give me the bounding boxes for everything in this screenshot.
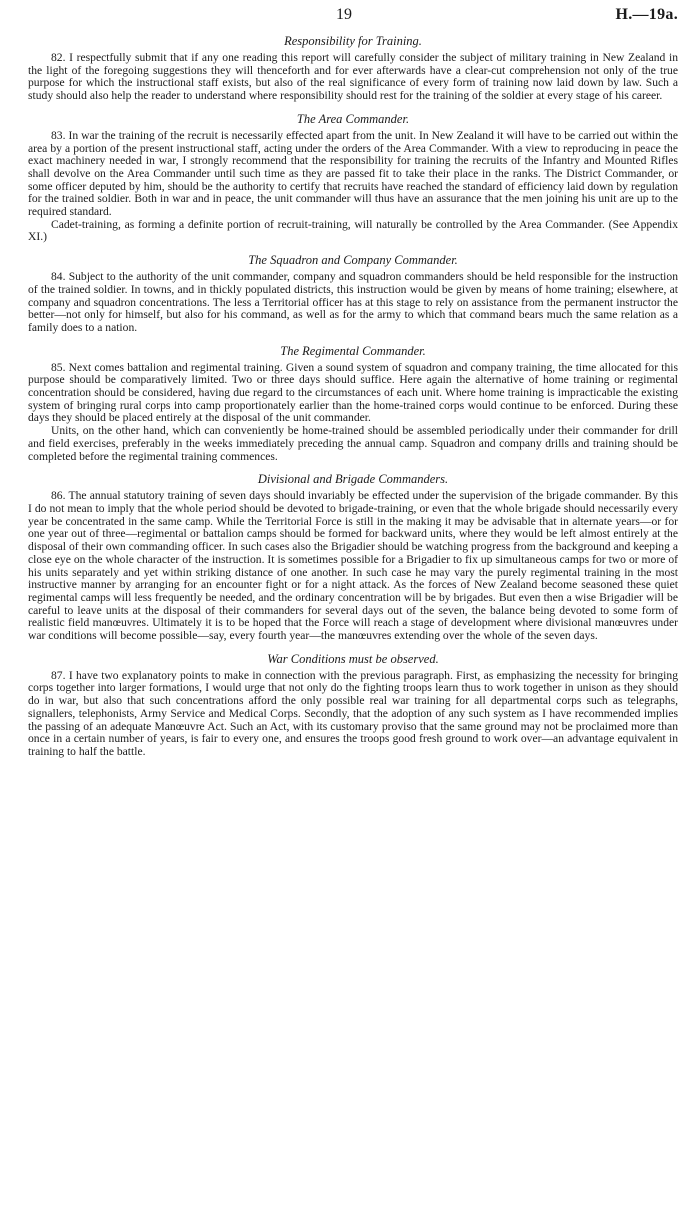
page-number: 19	[336, 6, 352, 23]
section-regimental	[28, 344, 678, 464]
paragraph-83: 83. In war the training of the recruit is necessarily effected apart from the unit. In New Zealand it will have to be carried out within the area by a portion of the present instructional staff, acting under the orders of the Area Commander. With a view to reproducing in peace the exact machinery needed in war, I strongly recommend that the responsibility for training the recruits of the Infantry and Mounted Rifles shall devolve on the Area Commander until such time as they are passed fit to take their place in the ranks. The District Commander, or some officer deputed by him, should be the authority to certify that recruits have reached the standard of efficiency laid down by regulation for the trained soldier. Both in war and in peace, the unit commander will thus have an assurance that the men joining his unit are up to the required standard.	[28, 128, 678, 219]
paragraph-87: 87. I have two explanatory points to make in connection with the previous paragraph. First, as emphasizing the necessity for bringing corps together into larger formations, I would urge that not only do the fighting troops learn thus to work together in unison as they should do in war, but also that such concentrations afford the only possible real war training for all departmental corps such as telegraphs, signallers, telephonists, Army Service and Medical Corps. Secondly, that the adoption of any such system as I have recommended implies the passing of an adequate Manœuvre Act. Such an Act, with its customary proviso that the same ground may not be proclaimed more than once in a certain number of years, is fair to every one, and ensures the troops good fresh ground to work over—an advantage equivalent in training to half the battle.	[28, 668, 678, 758]
section-heading: The Regimental Commander.	[280, 343, 426, 358]
document-reference: H.—19a.	[615, 6, 678, 23]
page-body	[28, 34, 678, 768]
section-heading: The Squadron and Company Commander.	[248, 253, 458, 268]
page-header	[0, 4, 700, 32]
paragraph-82: 82. I respectfully submit that if any one reading this report will carefully consider the subject of military training in New Zealand in the light of the foregoing suggestions they will thenceforth and for ever afterwards have a clear-cut comprehension not only of the true purpose for which the instructional staff exists, but also of the real significance of every form of training now laid down by law. Such a study should also help the reader to understand where responsibility should rest for the training of the soldier at every stage of his career.	[28, 51, 678, 103]
section-squadron-company	[28, 253, 678, 335]
section-heading: The Area Commander.	[296, 111, 410, 126]
section-war-conditions	[28, 652, 678, 759]
paragraph-cadet-training: Cadet-training, as forming a definite portion of recruit-training, will naturally be controlled by the Area Commander. (See Appendix XI.)	[28, 217, 678, 244]
section-heading: War Conditions must be observed.	[267, 651, 439, 666]
paragraph-85: 85. Next comes battalion and regimental training. Given a sound system of squadron and company training, the time allocated for this purpose should be comparatively limited. Two or three days should suffice. Here again the alternative of home training or regimental concentration should be considered, having due regard to the circumstances of each unit. Where home training is impracticable the existing system of bringing rural corps into camp proportionately earlier than the home-trained corps would continue to be enforced. During these days they should be placed entirely at the disposal of the unit commander.	[28, 360, 678, 425]
section-area-commander	[28, 112, 678, 244]
section-heading: Responsibility for Training.	[284, 34, 422, 48]
section-divisional-brigade	[28, 472, 678, 642]
paragraph-86: 86. The annual statutory training of seven days should invariably be effected under the supervision of the brigade commander. By this I do not mean to imply that the whole period should be devoted to brigade-training, or even that the whole brigade should necessarily every year be concentrated in the same camp. While the Territorial Force is still in the making it may be advisable that in alternate years—or for one year out of three—regimental or battalion camps should be formed for backward units, where they would be left almost entirely at the disposal of their own commanding officer. In such cases also the Brigadier should be watching progress from the background and keeping a close eye on the whole character of the instruction. It is sometimes possible for a Brigadier to fix up simultaneous camps for two or more of his units separately and yet within striking distance of one another. In such case he may vary the purely regimental training in the most instructive manner by arranging for an encounter fight or for a night attack. As the forces of New Zealand become seasoned these quiet regimental camps will less frequently be needed, and the ordinary concentration will be by brigades. But even then a wise Brigadier will be careful to leave units at the disposal of their commanders for several days out of the seven, the balance being devoted to some form of realistic field manœuvres. Ultimately it is to be hoped that the Force will reach a stage of development where divisional manœuvres under war conditions will become possible—say, every fourth year—the manœuvres extending over the whole of the seven days.	[28, 489, 678, 643]
paragraph-units: Units, on the other hand, which can conveniently be home-trained should be assembled periodically under their commander for drill and field exercises, preferably in the weeks immediately preceding the annual camp. Squadron and company drills and training should be completed before the regimental training commences.	[28, 424, 678, 463]
section-responsibility	[28, 34, 678, 103]
paragraph-84: 84. Subject to the authority of the unit commander, company and squadron commanders should be held responsible for the instruction of the trained soldier. In towns, and in thickly populated districts, this instruction would be given by means of home training; elsewhere, at company and squadron concentrations. The less a Territorial officer has at this stage to rely on assistance from the permanent instructor the better—not only for himself, but also for his command, as well as for the army to which that command bears much the same relation as a family does to a nation.	[28, 270, 678, 334]
section-heading: Divisional and Brigade Commanders.	[257, 472, 449, 487]
